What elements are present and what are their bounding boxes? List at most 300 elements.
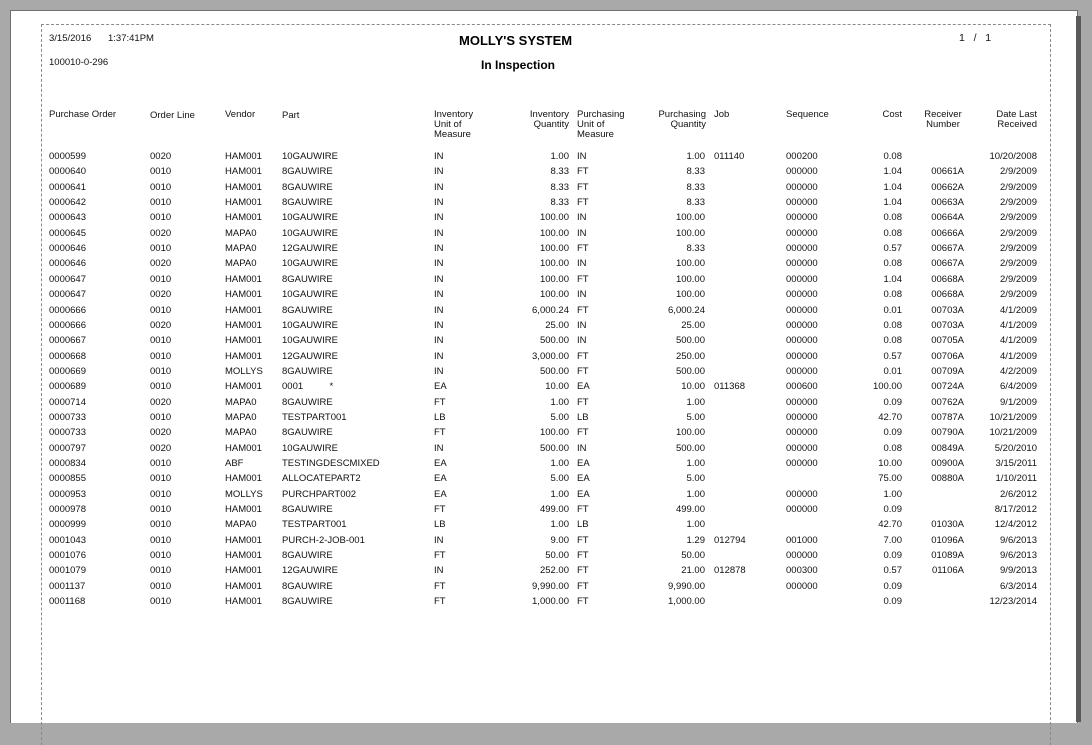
cell-purchasing-uom: EA [577, 473, 590, 485]
cell-sequence: 000000 [786, 580, 818, 592]
cell-purchasing-uom: FT [577, 304, 589, 316]
cell-cost: 75.00 [878, 473, 902, 485]
cell-inventory-uom: EA [434, 458, 447, 469]
cell-order-line: 0010 [150, 596, 172, 608]
cell-part: 8GAUWIRE [282, 365, 333, 377]
cell-sequence: 000000 [786, 504, 818, 516]
cell-inventory-uom: IN [434, 365, 444, 377]
cell-inventory-uom: IN [434, 243, 444, 255]
cell-part: 10GAUWIRE [282, 227, 338, 239]
cell-sequence: 000000 [786, 396, 818, 408]
table-row [11, 166, 1077, 181]
table-row [11, 397, 1077, 412]
cell-purchase-order: 0000640 [49, 166, 86, 178]
cell-purchasing-uom: FT [577, 427, 589, 439]
cell-cost: 0.08 [883, 151, 902, 162]
cell-receiver-number: 00666A [931, 227, 964, 239]
cell-job: 011140 [714, 151, 745, 162]
cell-purchase-order: 0000797 [49, 442, 86, 454]
cell-inventory-quantity: 100.00 [539, 258, 569, 270]
header-date-last-received: Date Last Received [996, 109, 1037, 130]
cell-purchasing-uom: FT [577, 243, 589, 255]
cell-date-last-received: 6/3/2014 [1000, 580, 1037, 592]
cell-vendor: HAM001 [225, 273, 262, 285]
cell-sequence: 000000 [786, 289, 818, 301]
cell-sequence: 000000 [786, 243, 818, 255]
cell-cost: 42.70 [878, 411, 902, 423]
cell-sequence: 000000 [786, 442, 818, 454]
cell-order-line: 0020 [150, 442, 172, 454]
cell-vendor: MAPA0 [225, 227, 257, 239]
cell-cost: 0.09 [883, 396, 902, 408]
cell-sequence: 000000 [786, 427, 818, 439]
cell-vendor: HAM001 [225, 289, 262, 301]
header-cost: Cost [882, 109, 902, 120]
cell-inventory-quantity: 500.00 [539, 442, 569, 454]
cell-purchasing-quantity: 1,000.00 [668, 596, 705, 608]
table-row [11, 427, 1077, 442]
cell-inventory-uom: IN [434, 304, 444, 316]
cell-inventory-quantity: 1,000.00 [532, 596, 569, 608]
cell-purchasing-quantity: 9,990.00 [668, 580, 705, 592]
cell-vendor: HAM001 [225, 151, 262, 162]
cell-purchase-order: 0000666 [49, 304, 86, 316]
cell-purchasing-quantity: 10.00 [681, 381, 705, 393]
cell-purchasing-quantity: 1.00 [686, 488, 705, 500]
cell-receiver-number: 00664A [931, 212, 964, 224]
cell-order-line: 0010 [150, 565, 172, 577]
cell-purchase-order: 0000978 [49, 504, 86, 516]
header-job: Job [714, 109, 730, 120]
cell-inventory-uom: IN [434, 335, 444, 347]
cell-receiver-number: 00663A [931, 197, 964, 209]
cell-inventory-uom: IN [434, 534, 444, 546]
cell-inventory-quantity: 9.00 [550, 534, 569, 546]
cell-vendor: MAPA0 [225, 258, 257, 270]
table-row [11, 212, 1077, 227]
cell-part: 8GAUWIRE [282, 273, 333, 285]
cell-purchase-order: 0001079 [49, 565, 86, 577]
cell-job: 012878 [714, 565, 746, 577]
cell-inventory-quantity: 100.00 [539, 212, 569, 224]
cell-purchasing-quantity: 50.00 [681, 550, 705, 562]
cell-purchasing-quantity: 21.00 [681, 565, 705, 577]
cell-sequence: 000000 [786, 212, 818, 224]
cell-vendor: HAM001 [225, 197, 262, 209]
cell-receiver-number: 00880A [931, 473, 964, 485]
cell-part: TESTPART001 [282, 411, 347, 423]
cell-purchasing-uom: IN [577, 212, 587, 224]
cell-inventory-quantity: 1.00 [550, 519, 569, 531]
cell-purchasing-quantity: 100.00 [675, 258, 705, 270]
cell-part: 10GAUWIRE [282, 289, 338, 301]
cell-purchase-order: 0001043 [49, 534, 86, 546]
cell-inventory-quantity: 50.00 [545, 550, 569, 562]
cell-receiver-number: 00661A [931, 166, 964, 178]
cell-inventory-quantity: 8.33 [550, 181, 569, 193]
cell-date-last-received: 6/4/2009 [1000, 381, 1037, 393]
cell-purchasing-quantity: 100.00 [675, 289, 705, 301]
cell-sequence: 000000 [786, 335, 818, 347]
cell-vendor: HAM001 [225, 550, 262, 562]
table-row [11, 274, 1077, 289]
cell-purchasing-uom: FT [577, 181, 589, 193]
cell-part: 8GAUWIRE [282, 304, 333, 316]
cell-receiver-number: 00790A [931, 427, 964, 439]
cell-order-line: 0010 [150, 519, 172, 531]
cell-inventory-uom: IN [434, 565, 444, 577]
cell-purchasing-uom: FT [577, 166, 589, 178]
cell-cost: 0.08 [883, 442, 902, 454]
cell-purchase-order: 0000643 [49, 212, 86, 224]
cell-purchasing-quantity: 5.00 [686, 411, 705, 423]
cell-job: 012794 [714, 534, 746, 546]
cell-receiver-number: 00668A [931, 289, 964, 301]
cell-purchase-order: 0000733 [49, 411, 86, 423]
table-row [11, 305, 1077, 320]
cell-order-line: 0010 [150, 304, 172, 316]
cell-receiver-number: 00900A [931, 458, 964, 469]
cell-order-line: 0010 [150, 411, 172, 423]
cell-date-last-received: 10/21/2009 [989, 411, 1037, 423]
cell-sequence: 000200 [786, 151, 818, 162]
cell-sequence: 000000 [786, 550, 818, 562]
cell-date-last-received: 4/1/2009 [1000, 304, 1037, 316]
header-order-line: Order Line [150, 110, 195, 121]
cell-sequence: 000000 [786, 258, 818, 270]
table-row [11, 458, 1077, 473]
cell-sequence: 000000 [786, 166, 818, 178]
cell-purchasing-uom: FT [577, 365, 589, 377]
table-row [11, 412, 1077, 427]
cell-order-line: 0020 [150, 258, 172, 270]
cell-inventory-quantity: 8.33 [550, 197, 569, 209]
cell-order-line: 0010 [150, 488, 172, 500]
cell-inventory-uom: LB [434, 519, 446, 531]
cell-purchasing-uom: EA [577, 458, 590, 469]
table-row [11, 320, 1077, 335]
cell-purchasing-uom: FT [577, 273, 589, 285]
cell-part: 10GAUWIRE [282, 319, 338, 331]
cell-purchasing-uom: FT [577, 350, 589, 362]
cell-part: ALLOCATEPART2 [282, 473, 361, 485]
cell-vendor: MAPA0 [225, 243, 257, 255]
cell-receiver-number: 01030A [931, 519, 964, 531]
cell-vendor: ABF [225, 458, 244, 469]
cell-part: 8GAUWIRE [282, 504, 333, 516]
cell-inventory-uom: IN [434, 442, 444, 454]
cell-receiver-number: 00668A [931, 273, 964, 285]
cell-sequence: 000000 [786, 350, 818, 362]
cell-purchase-order: 0000666 [49, 319, 86, 331]
cell-order-line: 0010 [150, 381, 172, 393]
cell-sequence: 000000 [786, 197, 818, 209]
cell-cost: 0.08 [883, 335, 902, 347]
cell-purchasing-quantity: 6,000.24 [668, 304, 705, 316]
cell-inventory-uom: IN [434, 227, 444, 239]
cell-part: 12GAUWIRE [282, 565, 338, 577]
cell-order-line: 0010 [150, 273, 172, 285]
cell-purchasing-quantity: 100.00 [675, 212, 705, 224]
cell-cost: 0.09 [883, 427, 902, 439]
cell-cost: 1.00 [883, 488, 902, 500]
cell-inventory-quantity: 1.00 [550, 151, 569, 162]
table-row [11, 489, 1077, 504]
cell-date-last-received: 1/10/2011 [995, 473, 1037, 485]
cell-purchasing-uom: IN [577, 319, 587, 331]
cell-inventory-uom: IN [434, 166, 444, 178]
cell-date-last-received: 2/9/2009 [1000, 289, 1037, 301]
cell-date-last-received: 2/9/2009 [1000, 273, 1037, 285]
cell-purchase-order: 0000669 [49, 365, 86, 377]
header-inventory-quantity: Inventory Quantity [529, 109, 569, 130]
system-title: MOLLY'S SYSTEM [459, 33, 573, 48]
cell-date-last-received: 4/1/2009 [1000, 335, 1037, 347]
cell-part: 10GAUWIRE [282, 151, 338, 162]
cell-date-last-received: 4/1/2009 [1000, 350, 1037, 362]
header-sequence: Sequence [786, 109, 829, 120]
cell-purchase-order: 0000834 [49, 458, 86, 469]
cell-vendor: MAPA0 [225, 427, 257, 439]
table-row [11, 151, 1077, 166]
cell-order-line: 0010 [150, 365, 172, 377]
cell-purchasing-quantity: 5.00 [686, 473, 705, 485]
cell-order-line: 0010 [150, 166, 172, 178]
table-row [11, 258, 1077, 273]
cell-inventory-uom: EA [434, 488, 447, 500]
cell-purchase-order: 0000667 [49, 335, 86, 347]
cell-inventory-quantity: 252.00 [539, 565, 569, 577]
cell-vendor: HAM001 [225, 504, 262, 516]
cell-date-last-received: 4/2/2009 [1000, 365, 1037, 377]
cell-receiver-number: 00667A [931, 258, 964, 270]
cell-order-line: 0020 [150, 151, 172, 162]
cell-purchasing-uom: LB [577, 411, 589, 423]
cell-vendor: HAM001 [225, 166, 262, 178]
cell-inventory-uom: IN [434, 151, 444, 162]
cell-part: 12GAUWIRE [282, 243, 338, 255]
cell-inventory-quantity: 100.00 [539, 273, 569, 285]
cell-vendor: HAM001 [225, 381, 262, 393]
cell-vendor: HAM001 [225, 580, 262, 592]
header-receiver-number: Receiver Number [924, 109, 962, 130]
cell-cost: 7.00 [883, 534, 902, 546]
cell-order-line: 0010 [150, 550, 172, 562]
cell-part: 0001 * [282, 381, 334, 393]
cell-inventory-uom: IN [434, 258, 444, 270]
cell-inventory-uom: IN [434, 273, 444, 285]
cell-date-last-received: 2/9/2009 [1000, 258, 1037, 270]
cell-receiver-number: 00667A [931, 243, 964, 255]
cell-order-line: 0010 [150, 243, 172, 255]
table-row [11, 182, 1077, 197]
cell-date-last-received: 12/4/2012 [994, 519, 1037, 531]
cell-cost: 0.09 [883, 550, 902, 562]
cell-cost: 100.00 [872, 381, 902, 393]
cell-inventory-uom: FT [434, 396, 446, 408]
cell-part: 10GAUWIRE [282, 335, 338, 347]
cell-purchasing-quantity: 25.00 [681, 319, 705, 331]
cell-cost: 42.70 [878, 519, 902, 531]
cell-sequence: 001000 [786, 534, 818, 546]
cell-purchasing-uom: IN [577, 289, 587, 301]
cell-purchasing-uom: FT [577, 396, 589, 408]
cell-part: TESTINGDESCMIXED [282, 458, 380, 469]
cell-inventory-quantity: 100.00 [539, 227, 569, 239]
cell-date-last-received: 2/9/2009 [1000, 181, 1037, 193]
report-page [10, 10, 1078, 723]
cell-part: 8GAUWIRE [282, 580, 333, 592]
cell-part: 8GAUWIRE [282, 550, 333, 562]
cell-date-last-received: 2/9/2009 [1000, 212, 1037, 224]
cell-purchase-order: 0000645 [49, 227, 86, 239]
table-row [11, 335, 1077, 350]
cell-inventory-quantity: 1.00 [550, 396, 569, 408]
cell-vendor: HAM001 [225, 473, 262, 485]
cell-sequence: 000000 [786, 488, 818, 500]
cell-purchasing-uom: FT [577, 197, 589, 209]
cell-date-last-received: 2/6/2012 [1000, 488, 1037, 500]
cell-vendor: HAM001 [225, 335, 262, 347]
cell-purchasing-quantity: 8.33 [686, 166, 705, 178]
cell-cost: 1.04 [883, 166, 902, 178]
cell-inventory-quantity: 1.00 [550, 458, 569, 469]
cell-sequence: 000600 [786, 381, 818, 393]
cell-receiver-number: 00724A [931, 381, 964, 393]
cell-inventory-uom: FT [434, 580, 446, 592]
cell-order-line: 0010 [150, 197, 172, 209]
cell-purchase-order: 0000599 [49, 151, 86, 162]
cell-order-line: 0020 [150, 396, 172, 408]
cell-receiver-number: 00703A [931, 319, 964, 331]
cell-purchasing-quantity: 8.33 [686, 181, 705, 193]
cell-receiver-number: 00849A [931, 442, 964, 454]
cell-sequence: 000000 [786, 458, 818, 469]
cell-date-last-received: 12/23/2014 [989, 596, 1037, 608]
cell-purchase-order: 0000855 [49, 473, 86, 485]
table-row [11, 381, 1077, 396]
cell-inventory-uom: LB [434, 411, 446, 423]
cell-receiver-number: 01106A [931, 565, 964, 577]
cell-purchasing-uom: EA [577, 488, 590, 500]
cell-cost: 1.04 [883, 273, 902, 285]
table-row [11, 366, 1077, 381]
cell-inventory-quantity: 6,000.24 [532, 304, 569, 316]
cell-inventory-uom: IN [434, 289, 444, 301]
cell-order-line: 0010 [150, 458, 172, 469]
cell-part: TESTPART001 [282, 519, 347, 531]
cell-receiver-number: 00787A [931, 411, 964, 423]
cell-purchase-order: 0000733 [49, 427, 86, 439]
cell-inventory-uom: EA [434, 381, 447, 393]
cell-order-line: 0020 [150, 427, 172, 439]
table-row [11, 550, 1077, 565]
cell-inventory-quantity: 9,990.00 [532, 580, 569, 592]
cell-receiver-number: 01089A [931, 550, 964, 562]
table-row [11, 289, 1077, 304]
cell-order-line: 0010 [150, 580, 172, 592]
cell-receiver-number: 00709A [931, 365, 964, 377]
table-row [11, 228, 1077, 243]
cell-part: PURCH-2-JOB-001 [282, 534, 365, 546]
table-row [11, 565, 1077, 580]
cell-order-line: 0010 [150, 473, 172, 485]
cell-part: 8GAUWIRE [282, 427, 333, 439]
cell-part: 10GAUWIRE [282, 212, 338, 224]
table-row [11, 243, 1077, 258]
cell-vendor: HAM001 [225, 350, 262, 362]
cell-cost: 0.09 [883, 504, 902, 516]
cell-sequence: 000300 [786, 565, 818, 577]
cell-part: 12GAUWIRE [282, 350, 338, 362]
cell-inventory-uom: IN [434, 319, 444, 331]
cell-cost: 0.08 [883, 212, 902, 224]
cell-purchasing-quantity: 100.00 [675, 227, 705, 239]
cell-order-line: 0010 [150, 350, 172, 362]
cell-receiver-number: 00705A [931, 335, 964, 347]
cell-date-last-received: 10/20/2008 [989, 151, 1037, 162]
cell-vendor: MOLLYS [225, 365, 263, 377]
cell-cost: 10.00 [878, 458, 902, 469]
cell-inventory-uom: FT [434, 427, 446, 439]
cell-purchase-order: 0001137 [49, 580, 86, 592]
cell-inventory-quantity: 1.00 [550, 488, 569, 500]
cell-cost: 0.01 [883, 304, 902, 316]
cell-cost: 0.08 [883, 258, 902, 270]
cell-cost: 0.08 [883, 289, 902, 301]
header-inventory-uom: Inventory Unit of Measure [434, 109, 474, 140]
cell-vendor: MAPA0 [225, 396, 257, 408]
cell-inventory-quantity: 5.00 [550, 411, 569, 423]
cell-order-line: 0020 [150, 289, 172, 301]
cell-part: 8GAUWIRE [282, 596, 333, 608]
cell-inventory-uom: IN [434, 212, 444, 224]
cell-purchasing-quantity: 500.00 [675, 365, 705, 377]
cell-vendor: HAM001 [225, 304, 262, 316]
cell-date-last-received: 8/17/2012 [994, 504, 1037, 516]
table-row [11, 581, 1077, 596]
cell-purchasing-quantity: 500.00 [675, 442, 705, 454]
cell-purchasing-quantity: 100.00 [675, 427, 705, 439]
cell-date-last-received: 5/20/2010 [994, 442, 1037, 454]
page-indicator: 1 / 1 [959, 32, 992, 44]
cell-cost: 1.04 [883, 181, 902, 193]
cell-sequence: 000000 [786, 365, 818, 377]
cell-purchase-order: 0000689 [49, 381, 86, 393]
cell-date-last-received: 9/9/2013 [1000, 565, 1037, 577]
cell-purchasing-uom: FT [577, 550, 589, 562]
cell-inventory-uom: FT [434, 550, 446, 562]
cell-purchasing-uom: FT [577, 580, 589, 592]
cell-purchase-order: 0000953 [49, 488, 86, 500]
cell-sequence: 000000 [786, 273, 818, 285]
cell-purchasing-quantity: 1.00 [686, 519, 705, 531]
cell-purchase-order: 0000646 [49, 243, 86, 255]
cell-order-line: 0010 [150, 534, 172, 546]
cell-receiver-number: 00703A [931, 304, 964, 316]
cell-inventory-uom: FT [434, 596, 446, 608]
cell-purchasing-uom: IN [577, 151, 587, 162]
cell-purchase-order: 0001076 [49, 550, 86, 562]
cell-purchasing-quantity: 1.00 [686, 151, 705, 162]
header-part: Part [282, 110, 300, 121]
cell-purchase-order: 0001168 [49, 596, 86, 608]
report-title: In Inspection [481, 58, 556, 72]
cell-inventory-quantity: 8.33 [550, 166, 569, 178]
cell-purchasing-quantity: 100.00 [675, 273, 705, 285]
cell-purchasing-uom: IN [577, 442, 587, 454]
cell-purchasing-quantity: 1.00 [686, 396, 705, 408]
